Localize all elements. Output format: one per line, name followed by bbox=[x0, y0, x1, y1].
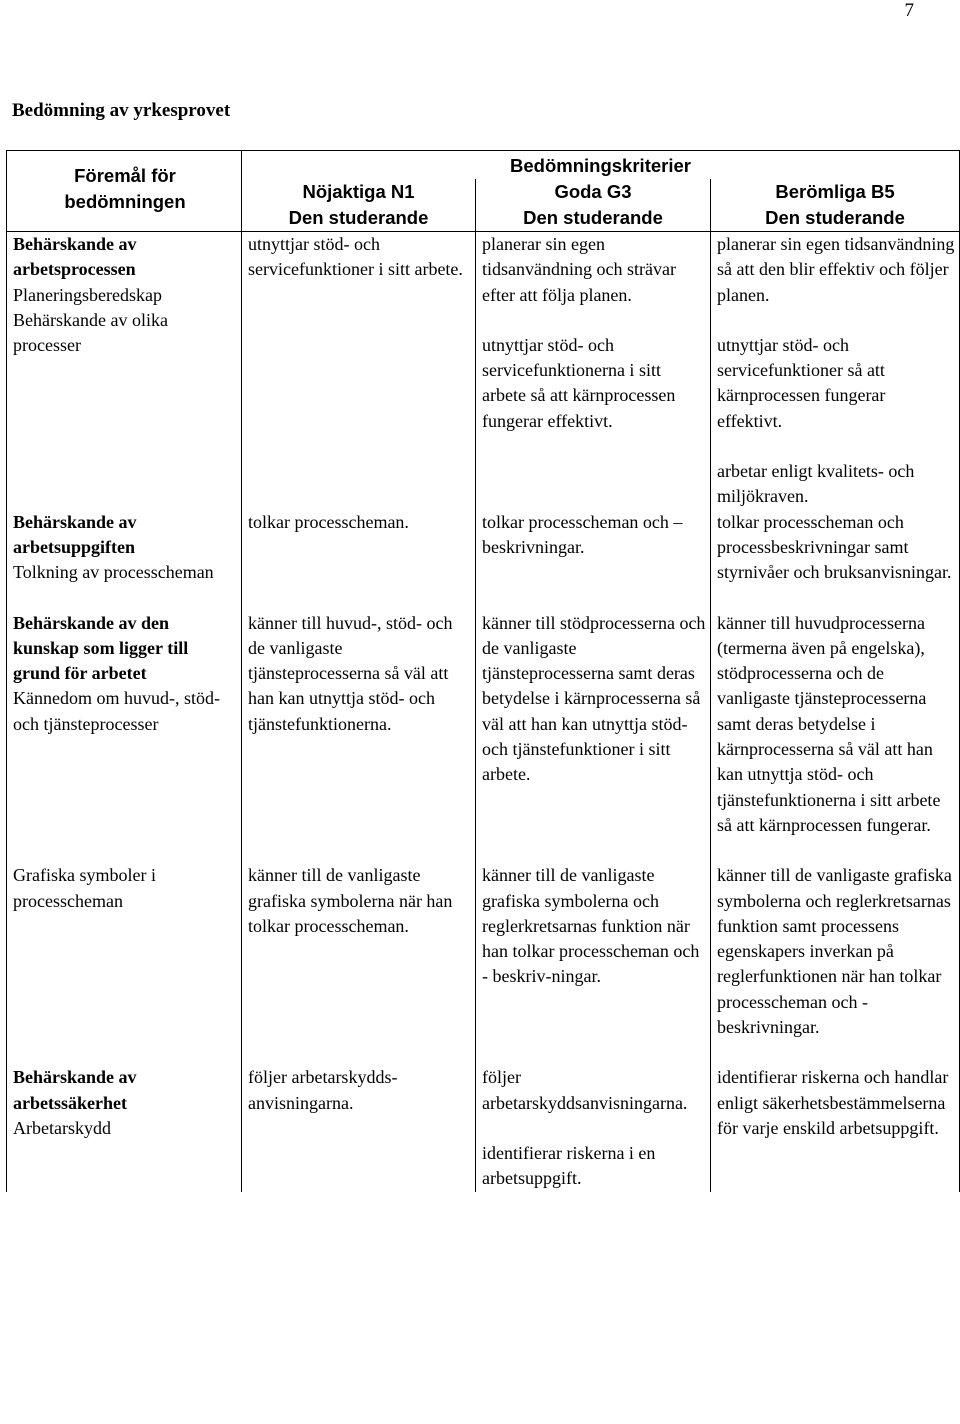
spacer-cell bbox=[711, 1040, 960, 1065]
criteria-cell-n1 bbox=[242, 611, 476, 839]
criteria-text: känner till stödprocesserna och de vanligaste tjänsteprocesserna samt deras betydelse i kärnprocesserna så väl att han kan utnyttja stöd- och tjänstefunktioner i sitt arbete. bbox=[482, 612, 706, 785]
criteria-text: tolkar processcheman och –beskrivningar. bbox=[482, 511, 683, 557]
row-spacer bbox=[7, 838, 960, 863]
criteria-cell-g3 bbox=[476, 232, 711, 510]
criteria-text: känner till huvudprocesserna (termerna även på engelska), stödprocesserna och de vanligaste tjänsteprocesserna samt deras betydelse i kärnprocesserna så väl att han kan utnyttja stöd- och tjänstefunktionerna i sitt arbete så att kärnprocessen fungerar. bbox=[717, 612, 941, 835]
table-row bbox=[7, 863, 960, 1040]
subject-title: Behärskande av arbetsprocessen bbox=[13, 234, 137, 280]
spacer-cell bbox=[7, 586, 242, 611]
level-name-2: Goda G3 bbox=[476, 179, 711, 205]
subject-cell bbox=[7, 1065, 242, 1191]
subject-cell bbox=[7, 611, 242, 839]
criteria-text: tolkar processcheman och processbeskrivningar samt styrnivåer och bruksanvisningar. bbox=[717, 511, 952, 583]
criteria-cell-n1 bbox=[242, 510, 476, 586]
spacer-cell bbox=[476, 586, 711, 611]
criteria-cell-g3 bbox=[476, 510, 711, 586]
level-subheader-3: Den studerande bbox=[711, 205, 960, 232]
criteria-text: känner till de vanligaste grafiska symbolerna när han tolkar processcheman. bbox=[248, 865, 453, 936]
criteria-cell-g3 bbox=[476, 863, 711, 1040]
criteria-text: arbetar enligt kvalitets- och miljökraven. bbox=[717, 461, 915, 507]
row-spacer bbox=[7, 586, 960, 611]
subject-title: Behärskande av den kunskap som ligger till grund för arbetet bbox=[13, 612, 189, 684]
table-row bbox=[7, 232, 960, 510]
level-subheader-1: Den studerande bbox=[242, 205, 476, 232]
subject-description: Arbetarskydd bbox=[13, 1117, 111, 1138]
criteria-cell-b5 bbox=[711, 232, 960, 510]
criteria-text: utnyttjar stöd- och servicefunktioner så att kärnprocessen fungerar effektivt. bbox=[717, 334, 886, 431]
criteria-text: planerar sin egen tidsanvändning och strävar efter att följa planen. bbox=[482, 234, 676, 305]
criteria-text: känner till huvud-, stöd- och de vanligaste tjänsteprocesserna så väl att han kan utnyttja stöd- och tjänstefunktionerna. bbox=[248, 612, 453, 734]
criteria-text: känner till de vanligaste grafiska symbolerna och reglerkretsarnas funktion när han tolkar processcheman och - beskriv-ningar. bbox=[482, 865, 700, 987]
spacer-cell bbox=[242, 586, 476, 611]
page-number: 7 bbox=[904, 0, 914, 21]
subject-description: Grafiska symboler i processcheman bbox=[13, 865, 156, 911]
criteria-text: identifierar riskerna och handlar enligt säkerhetsbestämmelserna för varje enskild arbetsuppgift. bbox=[717, 1067, 949, 1138]
spacer-cell bbox=[242, 838, 476, 863]
criteria-header: Bedömningskriterier bbox=[242, 151, 960, 180]
table-row bbox=[7, 611, 960, 839]
criteria-text: följer arbetarskydds-anvisningarna. bbox=[248, 1067, 398, 1113]
criteria-cell-n1 bbox=[242, 1065, 476, 1191]
criteria-text: identifierar riskerna i en arbetsuppgift. bbox=[482, 1142, 656, 1189]
row-spacer bbox=[7, 1040, 960, 1065]
criteria-cell-b5 bbox=[711, 1065, 960, 1191]
table-row bbox=[7, 510, 960, 586]
criteria-cell-n1 bbox=[242, 863, 476, 1040]
spacer-cell bbox=[476, 1040, 711, 1065]
level-name-1: Nöjaktiga N1 bbox=[242, 179, 476, 205]
criteria-cell-b5 bbox=[711, 863, 960, 1040]
subject-description: Kännedom om huvud-, stöd- och tjänsteprocesser bbox=[13, 688, 220, 734]
spacer-cell bbox=[476, 838, 711, 863]
assessment-table bbox=[6, 150, 960, 1192]
criteria-cell-b5 bbox=[711, 611, 960, 839]
criteria-text: utnyttjar stöd- och servicefunktionerna i sitt arbete så att kärnprocessen fungerar effektivt. bbox=[482, 334, 676, 431]
spacer-cell bbox=[711, 586, 960, 611]
criteria-text: känner till de vanligaste grafiska symbolerna och reglerkretsarnas funktion samt processens egenskapers inverkan på reglerfunktionen när han tolkar processcheman och -beskrivningar. bbox=[717, 865, 952, 1038]
criteria-cell-g3 bbox=[476, 611, 711, 839]
criteria-cell-n1 bbox=[242, 232, 476, 510]
subject-title: Behärskande av arbetssäkerhet bbox=[13, 1067, 137, 1113]
subject-description: Planeringsberedskap Behärskande av olika processer bbox=[13, 284, 168, 356]
subject-title: Behärskande av arbetsuppgiften bbox=[13, 511, 137, 557]
table-row bbox=[7, 1065, 960, 1191]
page-title: Bedömning av yrkesprovet bbox=[12, 100, 231, 121]
criteria-text: följer arbetarskyddsanvisningarna. bbox=[482, 1067, 688, 1113]
subject-cell bbox=[7, 232, 242, 510]
subject-cell bbox=[7, 510, 242, 586]
spacer-cell bbox=[711, 838, 960, 863]
spacer-cell bbox=[242, 1040, 476, 1065]
subject-column-header: Föremål för bedömningen bbox=[7, 151, 242, 232]
level-subheader-2: Den studerande bbox=[476, 205, 711, 232]
criteria-cell-b5 bbox=[711, 510, 960, 586]
criteria-text: planerar sin egen tidsanvändning så att den blir effektiv och följer planen. bbox=[717, 234, 955, 305]
spacer-cell bbox=[7, 838, 242, 863]
spacer-cell bbox=[7, 1040, 242, 1065]
level-name-3: Berömliga B5 bbox=[711, 179, 960, 205]
criteria-cell-g3 bbox=[476, 1065, 711, 1191]
subject-cell bbox=[7, 863, 242, 1040]
criteria-text: tolkar processcheman. bbox=[248, 511, 409, 532]
subject-description: Tolkning av processcheman bbox=[13, 562, 214, 583]
criteria-text: utnyttjar stöd- och servicefunktioner i sitt arbete. bbox=[248, 234, 463, 280]
